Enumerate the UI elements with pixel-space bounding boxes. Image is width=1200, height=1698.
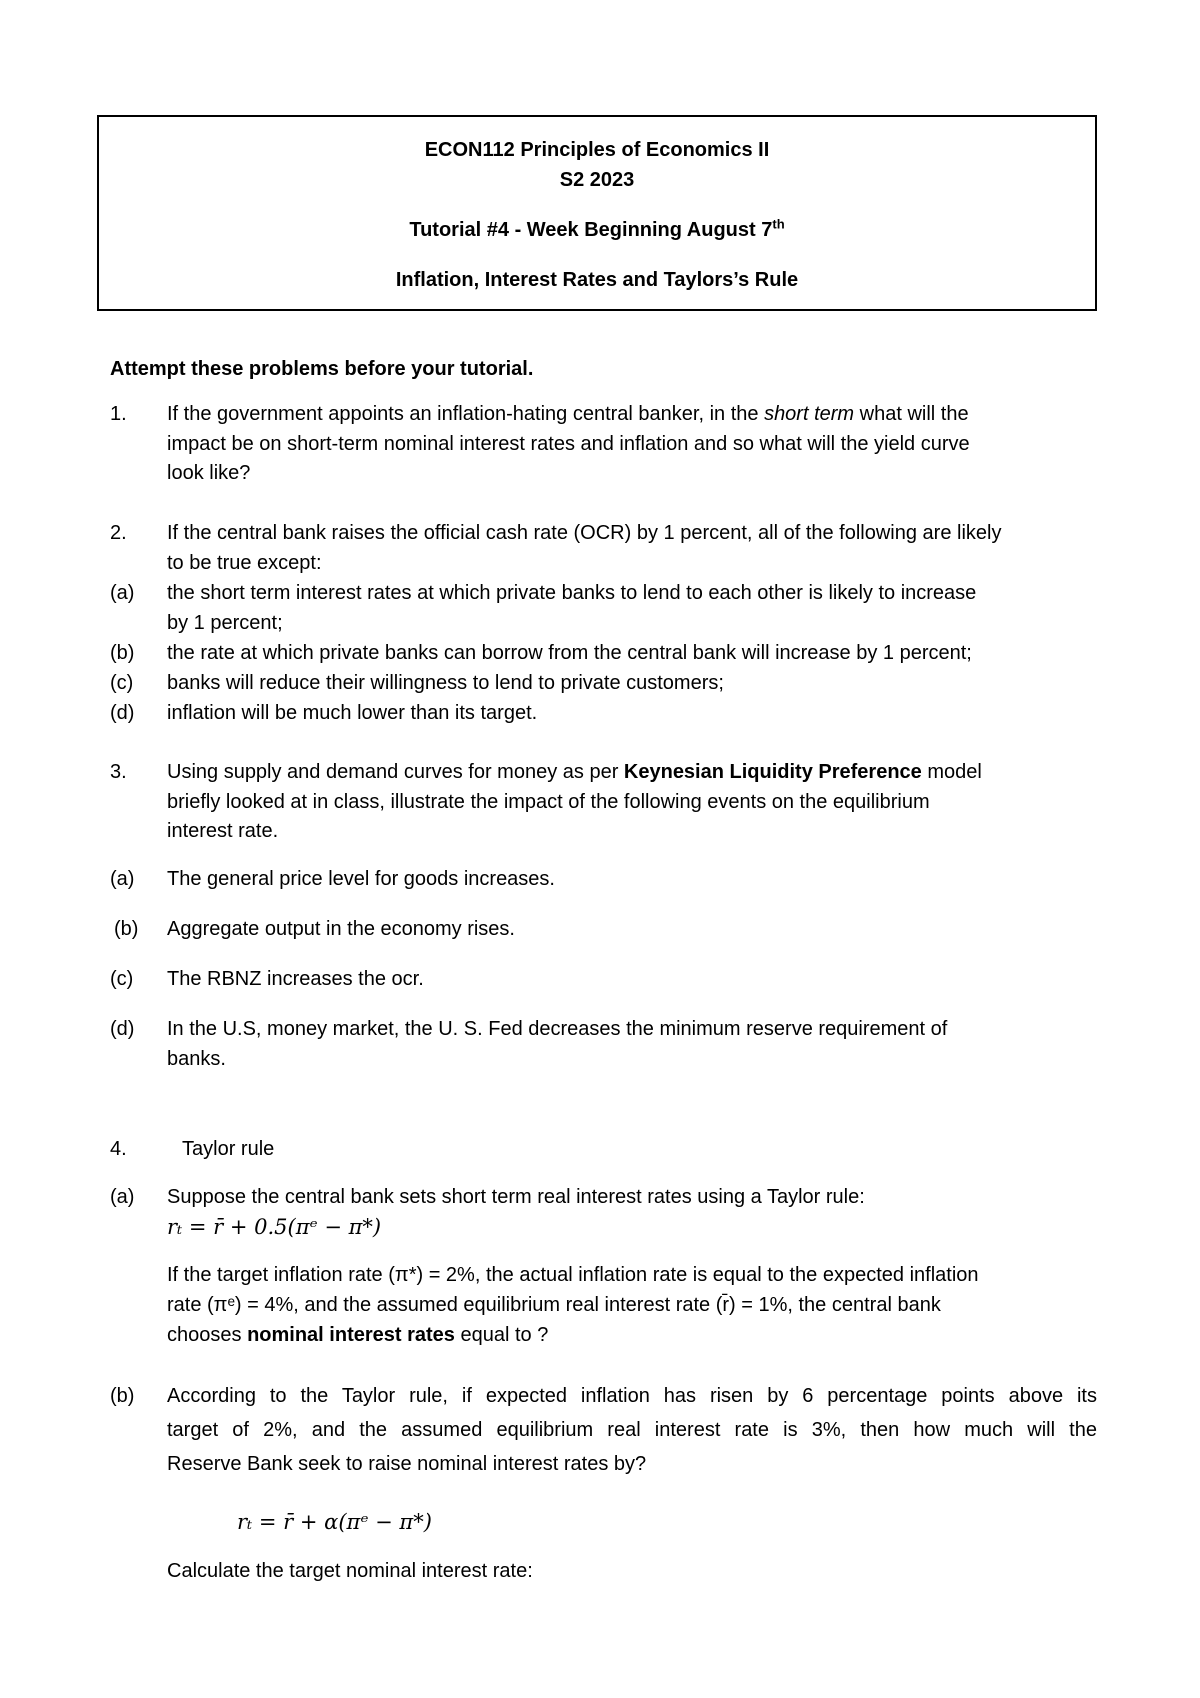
semester: S2 2023: [559, 169, 635, 191]
q4-b-formula: rₜ = r̄ + α(πᵉ − π*): [237, 1510, 432, 1534]
q2-b-text: the rate at which private banks can borrow from the central bank will increase by 1 percent;: [167, 642, 972, 664]
q3-line-2: briefly looked at in class, illustrate the impact of the following events on the equilibrium: [167, 791, 930, 813]
q3-number: 3.: [110, 761, 127, 783]
intro-instruction: Attempt these problems before your tutorial.: [110, 358, 534, 380]
q3-b-text: Aggregate output in the economy rises.: [167, 918, 515, 940]
q4-a-label: (a): [110, 1186, 135, 1208]
q2-c-text: banks will reduce their willingness to lend to private customers;: [167, 672, 724, 694]
q1-line-3: look like?: [167, 462, 251, 484]
q2-b-label: (b): [110, 642, 135, 664]
q2-a-line-1: the short term interest rates at which private banks to lend to each other is likely to increase: [167, 582, 977, 604]
q1-number: 1.: [110, 403, 127, 425]
q1-line-2: impact be on short-term nominal interest rates and inflation and so what will the yield curve: [167, 433, 970, 455]
q3-d-line-2: banks.: [167, 1048, 226, 1070]
q3-b-label: (b): [114, 918, 139, 940]
q2-d-label: (d): [110, 702, 135, 724]
q4-a-line-3: rate (πᵉ) = 4%, and the assumed equilibrium real interest rate (r̄) = 1%, the central bank: [167, 1294, 941, 1316]
q3-line-1: Using supply and demand curves for money as per Keynesian Liquidity Preference model: [167, 761, 982, 783]
q3-d-line-1: In the U.S, money market, the U. S. Fed decreases the minimum reserve requirement of: [167, 1018, 948, 1040]
q1-line-1: If the government appoints an inflation-hating central banker, in the short term what will the: [167, 403, 969, 425]
q2-a-label: (a): [110, 582, 135, 604]
topic-title: Inflation, Interest Rates and Taylors’s Rule: [395, 269, 799, 291]
q4-b-line-1: According to the Taylor rule, if expected inflation has risen by 6 percentage points above its: [167, 1385, 1097, 1407]
q3-a-label: (a): [110, 868, 135, 890]
q3-line-3: interest rate.: [167, 820, 279, 842]
q3-c-text: The RBNZ increases the ocr.: [167, 968, 424, 990]
q4-a-line-4: chooses nominal interest rates equal to ?: [167, 1324, 549, 1346]
q3-d-label: (d): [110, 1018, 135, 1040]
q4-b-label: (b): [110, 1385, 135, 1407]
q2-a-line-2: by 1 percent;: [167, 612, 283, 634]
q3-c-label: (c): [110, 968, 134, 990]
q4-title: Taylor rule: [182, 1138, 275, 1160]
q2-d-text: inflation will be much lower than its target.: [167, 702, 538, 724]
header-box: [97, 115, 1097, 311]
q2-number: 2.: [110, 522, 127, 544]
q2-line-1: If the central bank raises the official cash rate (OCR) by 1 percent, all of the following are likely: [167, 522, 1002, 544]
q2-line-2: to be true except:: [167, 552, 322, 574]
q4-a-formula: rₜ = r̄ + 0.5(πᵉ − π*): [167, 1215, 382, 1239]
q4-a-line-1: Suppose the central bank sets short term real interest rates using a Taylor rule:: [167, 1186, 865, 1208]
q3-a-text: The general price level for goods increases.: [167, 868, 555, 890]
q4-b-line-4: Calculate the target nominal interest rate:: [167, 1560, 533, 1582]
q4-b-line-3: Reserve Bank seek to raise nominal interest rates by?: [167, 1453, 647, 1475]
q4-b-line-2: target of 2%, and the assumed equilibrium real interest rate is 3%, then how much will the: [167, 1419, 1097, 1441]
q4-a-line-2: If the target inflation rate (π*) = 2%, the actual inflation rate is equal to the expected inflation: [167, 1264, 979, 1286]
course-title: ECON112 Principles of Economics II: [424, 139, 770, 161]
q2-c-label: (c): [110, 672, 134, 694]
q4-number: 4.: [110, 1138, 127, 1160]
tutorial-title: Tutorial #4 - Week Beginning August 7th: [409, 216, 785, 241]
